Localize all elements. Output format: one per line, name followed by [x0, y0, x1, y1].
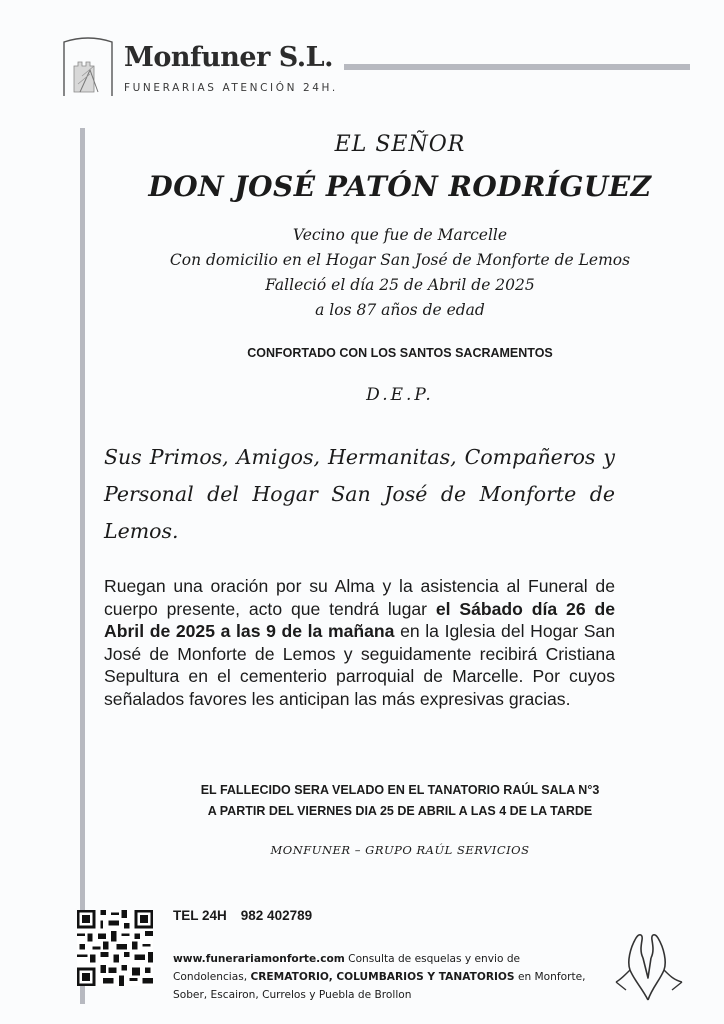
detail-line: a los 87 años de edad	[315, 301, 485, 319]
brand-tagline: FUNERARIAS ATENCIÓN 24H.	[124, 82, 338, 94]
phone-line	[173, 908, 312, 923]
phone-label: TEL 24H	[173, 908, 227, 923]
honorific-title: EL SEÑOR	[334, 132, 466, 157]
brand-name: Monfuner S.L.	[124, 42, 334, 73]
phone-number[interactable]: 982 402789	[240, 908, 313, 923]
funeral-date-time: el Sábado día 26 de Abril de 2025 a las 9 de la mañana	[104, 598, 615, 641]
header-divider	[344, 64, 690, 70]
praying-hands-icon	[612, 918, 686, 1008]
wake-line: EL FALLECIDO SERA VELADO EN EL TANATORIO RAÚL SALA N°3	[200, 783, 600, 797]
footer-info	[173, 950, 593, 1004]
dep-line: D.E.P.	[366, 385, 434, 405]
left-margin-rule	[80, 128, 85, 1004]
deceased-name: DON JOSÉ PATÓN RODRÍGUEZ	[148, 170, 652, 203]
services-list: CREMATORIO, COLUMBARIOS Y TANATORIOS	[250, 971, 515, 983]
footer-text: Consulta de esquelas y envio de Condolencias,	[173, 953, 521, 983]
sacraments-line: CONFORTADO CON LOS SANTOS SACRAMENTOS	[247, 346, 553, 360]
qr-code-icon[interactable]	[77, 910, 153, 986]
website-link[interactable]: www.funerariamonforte.com	[173, 953, 345, 965]
funeral-text-part: en la Iglesia del Hogar San José de Monforte de Lemos y seguidamente recibirá Cristiana Sepultura en el cementerio parroquial de Marcelle. Por cuyos señalados favores les anticipan las más expresivas gracias.	[104, 621, 616, 709]
wake-line: A PARTIR DEL VIERNES DIA 25 DE ABRIL A LAS 4 DE LA TARDE	[207, 804, 593, 818]
detail-line: Falleció el día 25 de Abril de 2025	[265, 276, 535, 294]
detail-line: Con domicilio en el Hogar San José de Monforte de Lemos	[169, 251, 631, 269]
signature-line: MONFUNER – GRUPO RAÚL SERVICIOS	[270, 843, 530, 857]
castle-tower-logo-icon	[60, 36, 116, 98]
funeral-text-part: Ruegan una oración por su Alma y la asistencia al Funeral de cuerpo presente, acto que tendrá lugar	[104, 576, 615, 619]
funeral-paragraph	[104, 575, 615, 710]
footer-text: en Monforte, Sober, Escairon, Currelos y Puebla de Brollon	[173, 971, 586, 1001]
mourners-paragraph: Sus Primos, Amigos, Hermanitas, Compañeros y Personal del Hogar San José de Monforte de Lemos.	[104, 445, 615, 543]
detail-line: Vecino que fue de Marcelle	[292, 226, 508, 244]
